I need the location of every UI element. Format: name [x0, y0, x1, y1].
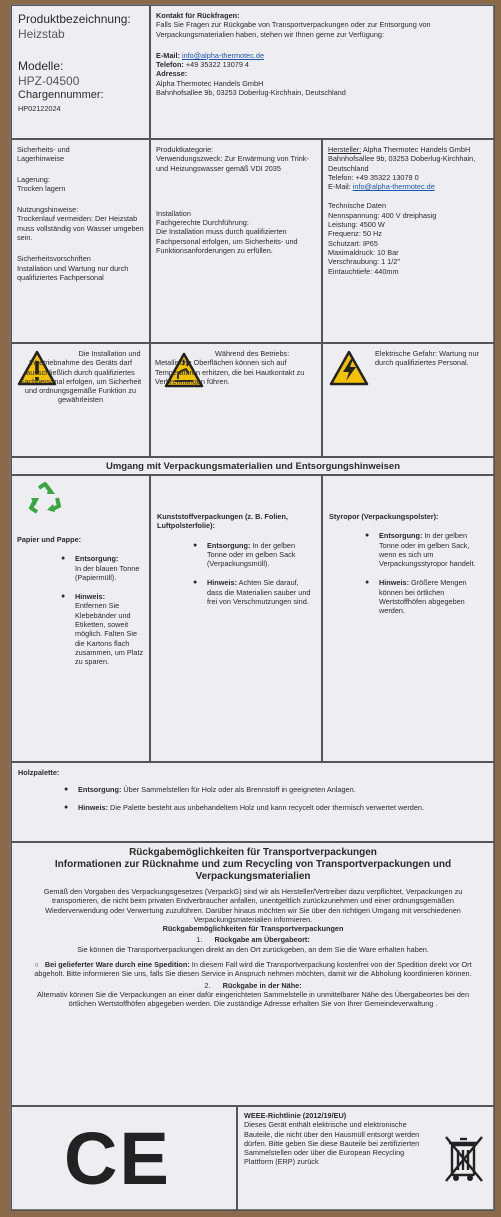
model-label: Modelle: — [18, 59, 64, 73]
storage-value: Trocken lagern — [17, 183, 66, 193]
plastic-hint — [193, 578, 315, 606]
return-intro: Gemäß den Vorgaben des Verpackungsgesetzes (VerpackG) sind wir als Hersteller/Vertreiber dazu verpflichtet, Verpackungen zu transportieren, die nicht beim privaten Endverbraucher anfallen, unentgeltlich zurückzunehmen und einer ordnungsgemäßen Wiederverwendung oder Verwertung zuzuführen. Darüber hinaus möchten wir Sie über den richtigen Umgang mit verschiedenen Verpackungsmaterialien informieren. — [43, 887, 463, 924]
category-box — [150, 139, 322, 343]
pallet-disposal-text: Über Sammelstellen für Holz oder als Brennstoff in geeigneten Anlagen. — [123, 785, 356, 795]
plastic-disposal — [193, 541, 315, 569]
contact-street: Bahnhofsallee 9b, 03253 Doberlug-Kirchhain, Deutschland — [156, 88, 346, 98]
rules-text: Installation und Wartung nur durch qualifiziertes Fachpersonal — [17, 263, 129, 282]
styro-title: Styropor (Verpackungspolster): — [329, 512, 439, 521]
styro-hint-label: Hinweis: — [379, 578, 410, 588]
styro-disposal-text: In der gelben Tonne oder im gelben Sack, wenn es sich um Verpackungsstyropor handelt. — [379, 531, 476, 569]
category-text: Verwendungszweck: Zur Erwärmung von Trink- und Heizungswasser gemäß VDI 2035 — [156, 154, 309, 173]
spec-line: Nennspannung: 400 V dreiphasig — [328, 210, 437, 220]
weee-box — [237, 1106, 495, 1211]
return-option-1b — [24, 960, 482, 979]
paper-disposal — [61, 554, 144, 582]
plastic-hint-label: Hinweis: — [207, 578, 238, 588]
return-box — [11, 842, 495, 1106]
spec-line: Maximaldruck: 10 Bar — [328, 247, 399, 257]
return-title: Rückgabemöglichkeiten für Transportverpackungen — [129, 847, 377, 858]
ce-mark: CE — [64, 1117, 171, 1200]
batch-label: Chargennummer: — [18, 89, 104, 101]
return-option-1-heading — [24, 935, 482, 944]
return-option-2-title: Rückgabe in der Nähe: — [222, 980, 302, 990]
styro-hint-text: Größere Mengen können bei örtlichen Wertstoffhöfen abgegeben werden. — [379, 578, 467, 616]
contact-phone-label: Telefon: — [156, 60, 184, 70]
manufacturer-email-row — [328, 182, 489, 191]
contact-phone: +49 35322 13079 4 — [185, 60, 249, 70]
return-option-1-title: Rückgabe am Übergabeort: — [214, 935, 310, 945]
contact-address-label: Adresse: — [156, 69, 188, 79]
packaging-plastic-box — [150, 475, 322, 762]
circle-bullet-icon: ○ — [34, 960, 39, 970]
paper-disposal-text: In der blauen Tonne (Papiermüll). — [75, 563, 140, 582]
plastic-disposal-label: Entsorgung: — [207, 540, 251, 550]
spec-line: Verschraubung: 1 1/2" — [328, 257, 400, 267]
contact-phone-row — [156, 60, 489, 69]
category-label: Produktkategorie: — [156, 145, 214, 154]
return-option-2-number: 2. — [204, 980, 211, 990]
styro-disposal-label: Entsorgung: — [379, 531, 423, 541]
spec-line: Leistung: 4500 W — [328, 220, 385, 230]
install-title: Fachgerechte Durchführung: — [156, 218, 249, 228]
product-label-sheet — [10, 4, 494, 1210]
return-subtitle: Rückgabemöglichkeiten für Transportverpackungen — [162, 924, 344, 934]
pallet-hint — [64, 803, 488, 812]
paper-title: Papier und Pappe: — [17, 535, 82, 544]
pallet-disposal-label: Entsorgung: — [78, 785, 122, 795]
product-info-box — [11, 5, 150, 139]
paper-hint-text: Entfernen Sie Klebebänder und Etiketten, soweit möglich. Falten Sie die Kartons flach zusammen, um Platz zu sparen. — [75, 601, 144, 667]
warning-box-hot — [150, 343, 322, 457]
warning-box-installation — [11, 343, 150, 457]
packaging-paper-box — [11, 475, 150, 762]
contact-title: Kontakt für Rückfragen: — [156, 11, 240, 20]
contact-intro: Falls Sie Fragen zur Rückgabe von Transportverpackungen oder zur Entsorgung von Verpackungsmaterialien haben, stehen wir Ihnen gerne zur Verfügung: — [156, 20, 431, 39]
return-option-1-number: 1. — [196, 935, 203, 945]
batch-value: HP02122024 — [18, 104, 61, 113]
weee-title: WEEE-Richtlinie (2012/19/EU) — [244, 1111, 347, 1120]
paper-disposal-label: Entsorgung: — [75, 554, 119, 564]
pallet-hint-label: Hinweis: — [78, 802, 109, 812]
return-option-2-text: Alternativ können Sie die Verpackungen an einer dafür eingerichteten Sammelstelle in unmittelbarer Nähe des Übergabeortes bei den örtlichen Wertstoffhöfen abgegeben werden. Die zuständige Adresse erhalten Sie von Ihrer Gemeindeverwaltung . — [37, 989, 469, 1009]
manufacturer-label: Hersteller: — [328, 145, 362, 154]
packaging-styro-box — [322, 475, 495, 762]
manufacturer-address: Bahnhofsallee 9b, 03253 Doberlug-Kirchhain, Deutschland — [328, 154, 476, 173]
warning-text-hot: Während des Betriebs: Metallische Oberflächen können sich auf Temperaturen erhitzen, die bei Hautkontakt zu Verbrennungen führen. — [155, 349, 305, 386]
pallet-disposal — [64, 785, 488, 794]
styro-hint — [365, 578, 488, 615]
rules-label: Sicherheitsvorschriften — [17, 254, 91, 264]
crossed-bin-icon — [442, 1133, 486, 1185]
weee-text: Dieses Gerät enthält elektrische und elektronische Bauteile, die nicht über den Hausmüll entsorgt werden dürfen. Bitte geben Sie diese Bauteile bei zertifizierten Sammelstellen oder über die European Recycling Plattform (ERP) zurück — [244, 1120, 420, 1167]
paper-hint-label: Hinweis: — [75, 592, 106, 602]
return-option-2-heading — [24, 981, 482, 990]
ce-box — [11, 1106, 237, 1211]
plastic-hint-text: Achten Sie darauf, dass die Materialien sauber und frei von Verschmutzungen sind. — [207, 578, 311, 607]
contact-company: Alpha Thermotec Handels GmbH — [156, 78, 264, 88]
usage-text: Trockenlauf vermeiden: Der Heizstab muss vollständig von Wasser umgeben sein. — [17, 214, 144, 243]
spec-line: Eintauchtiefe: 440mm — [328, 266, 399, 276]
manufacturer-name: Alpha Thermotec Handels GmbH — [362, 145, 471, 154]
model-value: HPZ-04500 — [18, 74, 80, 88]
safety-title: Sicherheits- und Lagerhinweise — [17, 145, 70, 164]
install-label: Installation — [156, 208, 191, 218]
plastic-title: Kunststoffverpackungen (z. B. Folien, Luftpolsterfolie): — [157, 512, 288, 531]
return-option-1-text: Sie können die Transportverpackungen direkt an den Ort zurückgeben, an dem Sie die Ware erhalten haben. — [77, 944, 429, 954]
pallet-box — [11, 762, 495, 842]
contact-email-link[interactable]: info@alpha-thermotec.de — [181, 50, 264, 60]
contact-box — [150, 5, 495, 139]
storage-label: Lagerung: — [17, 174, 50, 184]
install-text: Die Installation muss durch qualifizierten Fachpersonal erfolgen, um Sicherheits- und Funktionsanforderungen zu erfüllen. — [156, 227, 298, 256]
product-name-label: Produktbezeichnung: — [18, 12, 131, 26]
contact-email-row — [156, 51, 489, 60]
specs-title: Technische Daten — [328, 201, 387, 211]
return-option-1b-text: In diesem Fall wird die Transportverpackung kostenfrei von der Spedition direkt vor Ort abgeholt. Bitte informieren Sie uns, falls Sie diesen Service in Anspruch nehmen möchten, damit wir die Abholung koordinieren können. — [34, 960, 472, 979]
paper-hint — [61, 592, 144, 666]
manufacturer-box — [322, 139, 495, 343]
packaging-heading-box — [11, 457, 495, 475]
return-title-info: Informationen zur Rücknahme und zum Recycling von Transportverpackungen und Verpackungsmaterialien — [54, 859, 452, 882]
manufacturer-row — [328, 145, 489, 154]
contact-email-label: E-Mail: — [156, 50, 180, 60]
warning-text-electric: Elektrische Gefahr: Wartung nur durch qualifiziertes Personal. — [375, 349, 479, 368]
return-option-1b-title: Bei gelieferter Ware durch eine Spedition: — [44, 960, 190, 970]
spec-line: Frequenz: 50 Hz — [328, 229, 382, 239]
pallet-title: Holzpalette: — [18, 768, 60, 777]
warning-text-installation: Die Installation und Inbetriebnahme des Geräts darf ausschließlich durch qualifiziertes Fachpersonal erfolgen, um Sicherheit und ordnungsgemäße Funktion zu gewährleisten — [19, 349, 142, 405]
manufacturer-phone: Telefon: +49 35322 13079 0 — [328, 172, 419, 182]
warning-box-electric — [322, 343, 495, 457]
spec-line: Schutzart: IP65 — [328, 238, 378, 248]
styro-disposal — [365, 531, 488, 568]
manufacturer-email-label: E-Mail: — [328, 182, 351, 192]
usage-label: Nutzungshinweise: — [17, 205, 79, 215]
product-name: Heizstab — [18, 27, 65, 41]
pallet-hint-text: Die Palette besteht aus unbehandeltem Holz und kann recycelt oder thermisch verwertet werden. — [110, 802, 424, 812]
plastic-disposal-text: In der gelben Tonne oder im gelben Sack (Verpackungsmüll). — [207, 540, 296, 569]
recycle-icon — [25, 480, 65, 520]
packaging-heading: Umgang mit Verpackungsmaterialien und Entsorgungshinweisen — [105, 461, 401, 472]
manufacturer-email-link[interactable]: info@alpha-thermotec.de — [352, 182, 435, 192]
electric-hazard-icon — [329, 350, 369, 386]
safety-box — [11, 139, 150, 343]
